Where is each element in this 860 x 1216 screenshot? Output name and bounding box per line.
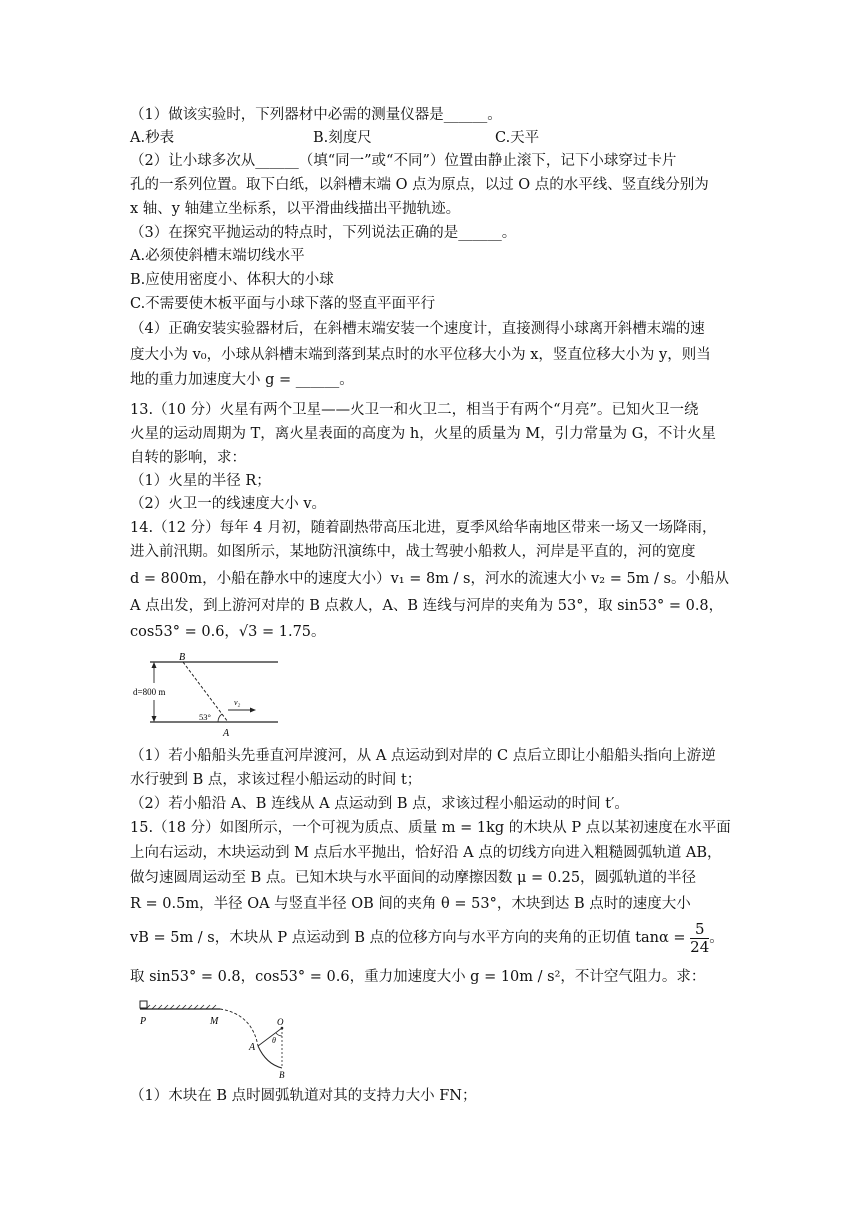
q15-line5-end: 。 bbox=[709, 930, 724, 946]
point-m-label: M bbox=[210, 1016, 219, 1027]
center-point bbox=[281, 1027, 284, 1030]
q14-line5: cos53° = 0.6，√3 = 1.75。 bbox=[130, 624, 326, 640]
q15-line2: 上向右运动，木块运动到 M 点后水平抛出，恰好沿 A 点的切线方向进入粗糙圆弧轨道 AB， bbox=[130, 845, 722, 861]
q12-part4-line1: （4）正确安装实验器材后，在斜槽末端安装一个速度计，直接测得小球离开斜槽末端的速 bbox=[130, 321, 705, 337]
river-crossing-figure bbox=[128, 650, 288, 740]
q15-line5 bbox=[130, 920, 724, 956]
q15-line5-text: vB = 5m / s，木块从 P 点运动到 B 点的位移方向与水平方向的夹角的正切值 tanα = bbox=[130, 930, 686, 946]
q14-line2: 进入前汛期。如图所示，某地防汛演练中，战士驾驶小船救人，河岸是平直的，河的宽度 bbox=[130, 544, 696, 560]
q13-sub2: （2）火卫一的线速度大小 v。 bbox=[130, 496, 327, 512]
fraction-denominator: 24 bbox=[690, 937, 710, 956]
q15-line3: 做匀速圆周运动至 B 点。已知木块与水平面间的动摩擦因数 μ = 0.25，圆弧轨道的半径 bbox=[130, 870, 697, 886]
q13-line3: 自转的影响，求： bbox=[130, 450, 246, 466]
circular-track bbox=[258, 1046, 282, 1068]
q15-line6: 取 sin53° = 0.8，cos53° = 0.6，重力加速度大小 g = 10m / s²，不计空气阻力。求： bbox=[130, 969, 706, 985]
q12-part3: （3）在探究平抛运动的特点时，下列说法正确的是______。 bbox=[130, 225, 517, 241]
angle-label: 53° bbox=[199, 712, 211, 722]
wooden-block bbox=[140, 1001, 147, 1008]
q12-part2-line2: 孔的一系列位置。取下白纸，以斜槽末端 O 点为原点，以过 O 点的水平线、竖直线分别为 bbox=[130, 177, 709, 193]
width-arrow-down bbox=[152, 716, 157, 722]
q12-part3-option-c: C.不需要使木板平面与小球下落的竖直平面平行 bbox=[130, 296, 436, 312]
fraction-numerator: 5 bbox=[690, 921, 709, 939]
q12-part2-line1: （2）让小球多次从______（填“同一”或“不同”）位置由静止滚下，记下小球穿过卡片 bbox=[130, 153, 677, 169]
q15-sub1: （1）木块在 B 点时圆弧轨道对其的支持力大小 FN； bbox=[130, 1088, 477, 1104]
point-o-label: O bbox=[277, 1017, 284, 1027]
q14-line1: 14.（12 分）每年 4 月初，随着副热带高压北进，夏季风给华南地区带来一场又一场降雨， bbox=[130, 520, 717, 536]
q14-sub1-line1: （1）若小船船头先垂直河岸渡河，从 A 点运动到对岸的 C 点后立即让小船船头指向上游逆 bbox=[130, 748, 716, 764]
theta-arc bbox=[276, 1033, 282, 1036]
q14-line3: d = 800m，小船在静水中的速度大小）v₁ = 8m / s，河水的流速大小 v₂ = 5m / s。小船从 bbox=[130, 571, 729, 587]
q12-part1: （1）做该实验时，下列器材中必需的测量仪器是______。 bbox=[130, 107, 502, 123]
q12-part1-option-b: B.刻度尺 bbox=[313, 130, 372, 146]
q14-sub2: （2）若小船沿 A、B 连线从 A 点运动到 B 点，求该过程小船运动的时间 t′。 bbox=[130, 796, 629, 812]
projectile-arc-figure bbox=[130, 998, 300, 1080]
q15-line4: R = 0.5m，半径 OA 与竖直半径 OB 间的夹角 θ = 53°，木块到达 B 点时的速度大小 bbox=[130, 896, 691, 912]
q12-part2-line3: x 轴、y 轴建立坐标系，以平滑曲线描出平抛轨迹。 bbox=[130, 201, 461, 217]
q14-sub1-line2: 水行驶到 B 点，求该过程小船运动的时间 t； bbox=[130, 772, 422, 788]
theta-label: θ bbox=[272, 1036, 276, 1045]
tan-alpha-fraction bbox=[690, 921, 709, 956]
width-arrow-up bbox=[152, 662, 157, 668]
width-label: d=800 m bbox=[133, 687, 166, 697]
point-b-label: B bbox=[279, 1070, 285, 1080]
q13-line1: 13.（10 分）火星有两个卫星——火卫一和火卫二，相当于有两个“月亮”。已知火卫一绕 bbox=[130, 402, 699, 418]
point-b-label: B bbox=[179, 652, 186, 663]
q15-line1: 15.（18 分）如图所示，一个可视为质点、质量 m = 1kg 的木块从 P 点以某初速度在水平面 bbox=[130, 820, 731, 836]
q13-sub1: （1）火星的半径 R； bbox=[130, 473, 271, 489]
point-a-label: A bbox=[249, 1042, 256, 1053]
radius-oa bbox=[258, 1028, 282, 1046]
q12-part1-option-a: A.秒表 bbox=[130, 130, 175, 146]
q12-part3-option-a: A.必须使斜槽末端切线水平 bbox=[130, 248, 305, 264]
point-a-label: A bbox=[223, 728, 230, 739]
q12-part1-option-c: C.天平 bbox=[495, 130, 540, 146]
angle-arc bbox=[218, 714, 222, 722]
point-p-label: P bbox=[140, 1016, 147, 1027]
q12-part4-line2: 度大小为 v₀，小球从斜槽末端到落到某点时的水平位移大小为 x，竖直位移大小为 y，则当 bbox=[130, 347, 711, 363]
q12-part3-option-b: B.应使用密度小、体积大的小球 bbox=[130, 272, 334, 288]
current-label: v₂ bbox=[234, 698, 241, 707]
current-arrowhead bbox=[250, 708, 256, 713]
projectile-path bbox=[220, 1009, 258, 1046]
q14-line4: A 点出发，到上游河对岸的 B 点救人，A、B 连线与河岸的夹角为 53°，取 sin53° = 0.8， bbox=[130, 598, 724, 614]
q13-line2: 火星的运动周期为 T，离火星表面的高度为 h，火星的质量为 M，引力常量为 G，不计火星 bbox=[130, 426, 716, 442]
q12-part4-line3: 地的重力加速度大小 g = ______。 bbox=[130, 372, 354, 388]
